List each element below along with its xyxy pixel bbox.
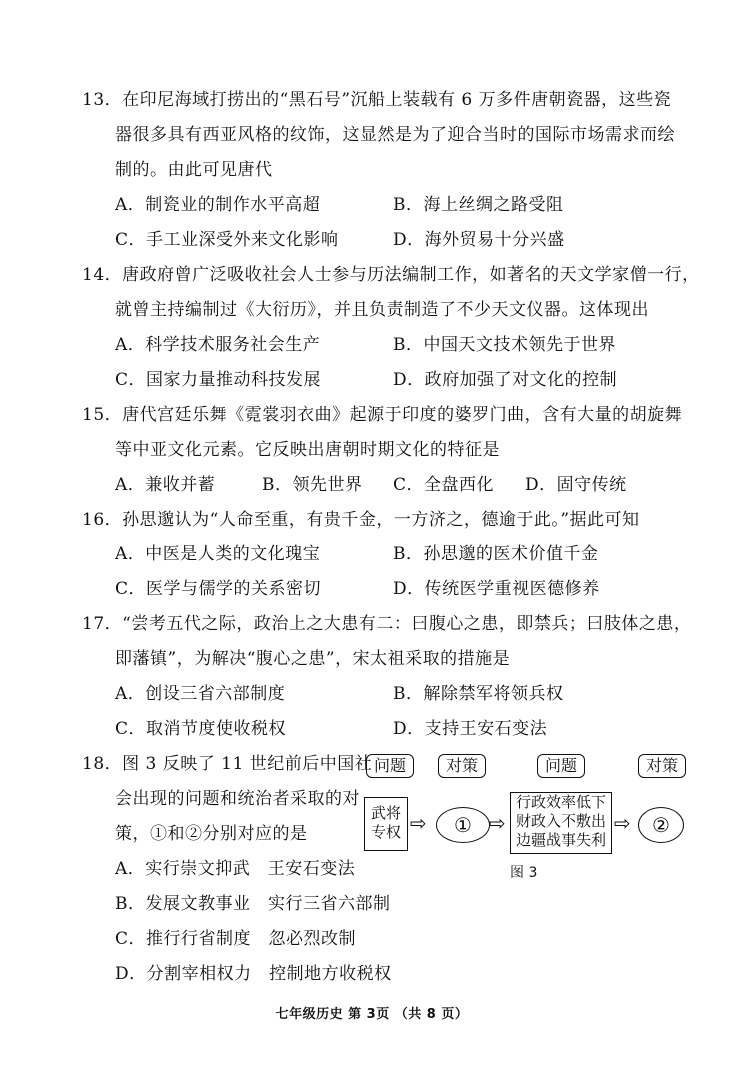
question-14-line-2: 就曾主持编制过《大衍历》，并且负责制造了不少天文仪器。这体现出 (115, 300, 649, 320)
question-17-option-b: B．解除禁军将领兵权 (393, 684, 564, 704)
diagram-box-problems-line-2: 财政入不敷出 (515, 812, 606, 830)
question-17-line-1: 17．“尝考五代之际，政治上之大患有二：曰腹心之患，即禁兵；曰肢体之患， (82, 614, 692, 634)
diagram-box-problems-line-1: 行政效率低下 (515, 793, 606, 811)
question-15-option-c: C．全盘西化 (393, 475, 495, 495)
question-18-option-b: B．发展文教事业 实行三省六部制 (115, 894, 391, 914)
question-13-option-c: C．手工业深受外来文化影响 (115, 230, 339, 250)
diagram-box-military-generals-line-1: 武将 (370, 804, 401, 822)
question-14-option-d: D．政府加强了对文化的控制 (393, 370, 618, 390)
question-16-option-a: A．中医是人类的文化瑰宝 (115, 544, 321, 564)
diagram-box-problems (510, 792, 612, 854)
question-18-option-a: A．实行崇文抑武 王安石变法 (115, 859, 356, 879)
question-14-option-b: B．中国天文技术领先于世界 (393, 335, 616, 355)
diagram-box-problems-line-3: 边疆战事失利 (515, 831, 606, 849)
question-18-option-d: D．分割宰相权力 控制地方收税权 (115, 964, 392, 984)
question-17-option-a: A．创设三省六部制度 (115, 684, 286, 704)
question-13-line-1: 13．在印尼海域打捞出的“黑石号”沉船上装载有 6 万多件唐朝瓷器，这些瓷 (82, 90, 672, 110)
question-18-option-c: C．推行行省制度 忽必烈改制 (115, 929, 357, 949)
question-15-option-a: A．兼收并蓄 (115, 475, 216, 495)
question-15-option-b: B．领先世界 (262, 475, 363, 495)
question-13-option-b: B．海上丝绸之路受阻 (393, 195, 564, 215)
question-17-line-2: 即藩镇”，为解决“腹心之患”，宋太祖采取的措施是 (115, 649, 511, 669)
figure-3-diagram (360, 752, 690, 882)
question-17-option-c: C．取消节度使收税权 (115, 719, 287, 739)
diagram-box-military-generals (364, 797, 408, 851)
question-13-option-a: A．制瓷业的制作水平高超 (115, 195, 321, 215)
question-16-option-c: C．医学与儒学的关系密切 (115, 579, 322, 599)
diagram-box-military-generals-line-2: 专权 (370, 823, 401, 841)
question-16-line-1: 16．孙思邈认为“人命至重，有贵千金，一方济之，德逾于此。”据此可知 (82, 510, 640, 530)
question-14-line-1: 14．唐政府曾广泛吸收社会人士参与历法编制工作，如著名的天文学家僧一行， (82, 265, 700, 285)
diagram-arrow-2: ⇨ (489, 811, 506, 835)
diagram-header-problem-2: 问题 (537, 754, 585, 778)
question-14-option-a: A．科学技术服务社会生产 (115, 335, 321, 355)
question-13-line-2: 器很多具有西亚风格的纹饰，这显然是为了迎合当时的国际市场需求而绘 (115, 125, 675, 145)
diagram-header-solution-1: 对策 (438, 754, 486, 778)
question-17-option-d: D．支持王安石变法 (393, 719, 548, 739)
figure-caption: 图 3 (510, 865, 538, 881)
question-14-option-c: C．国家力量推动科技发展 (115, 370, 322, 390)
question-18-line-2: 会出现的问题和统治者采取的对 (115, 789, 360, 809)
question-15-line-2: 等中亚文化元素。它反映出唐朝时期文化的特征是 (115, 440, 500, 460)
question-15-line-1: 15．唐代宫廷乐舞《霓裳羽衣曲》起源于印度的婆罗门曲，含有大量的胡旋舞 (82, 405, 683, 425)
question-15-option-d: D．固守传统 (525, 475, 627, 495)
diagram-arrow-1: ⇨ (410, 811, 427, 835)
question-16-option-b: B．孙思邈的医术价值千金 (393, 544, 599, 564)
diagram-arrow-3: ⇨ (614, 811, 631, 835)
question-13-option-d: D．海外贸易十分兴盛 (393, 230, 565, 250)
diagram-header-problem-1: 问题 (366, 754, 414, 778)
question-13-line-3: 制的。由此可见唐代 (115, 160, 273, 180)
question-18-line-1: 18．图 3 反映了 11 世纪前后中国社 (82, 754, 373, 774)
diagram-oval-1: ① (436, 807, 490, 843)
page-footer: 七年级历史 第 3页 （共 8 页） (275, 1007, 469, 1022)
question-18-line-3: 策，①和②分别对应的是 (115, 824, 308, 844)
diagram-oval-2: ② (638, 807, 684, 843)
question-16-option-d: D．传统医学重视医德修养 (393, 579, 600, 599)
diagram-header-solution-2: 对策 (638, 754, 686, 778)
